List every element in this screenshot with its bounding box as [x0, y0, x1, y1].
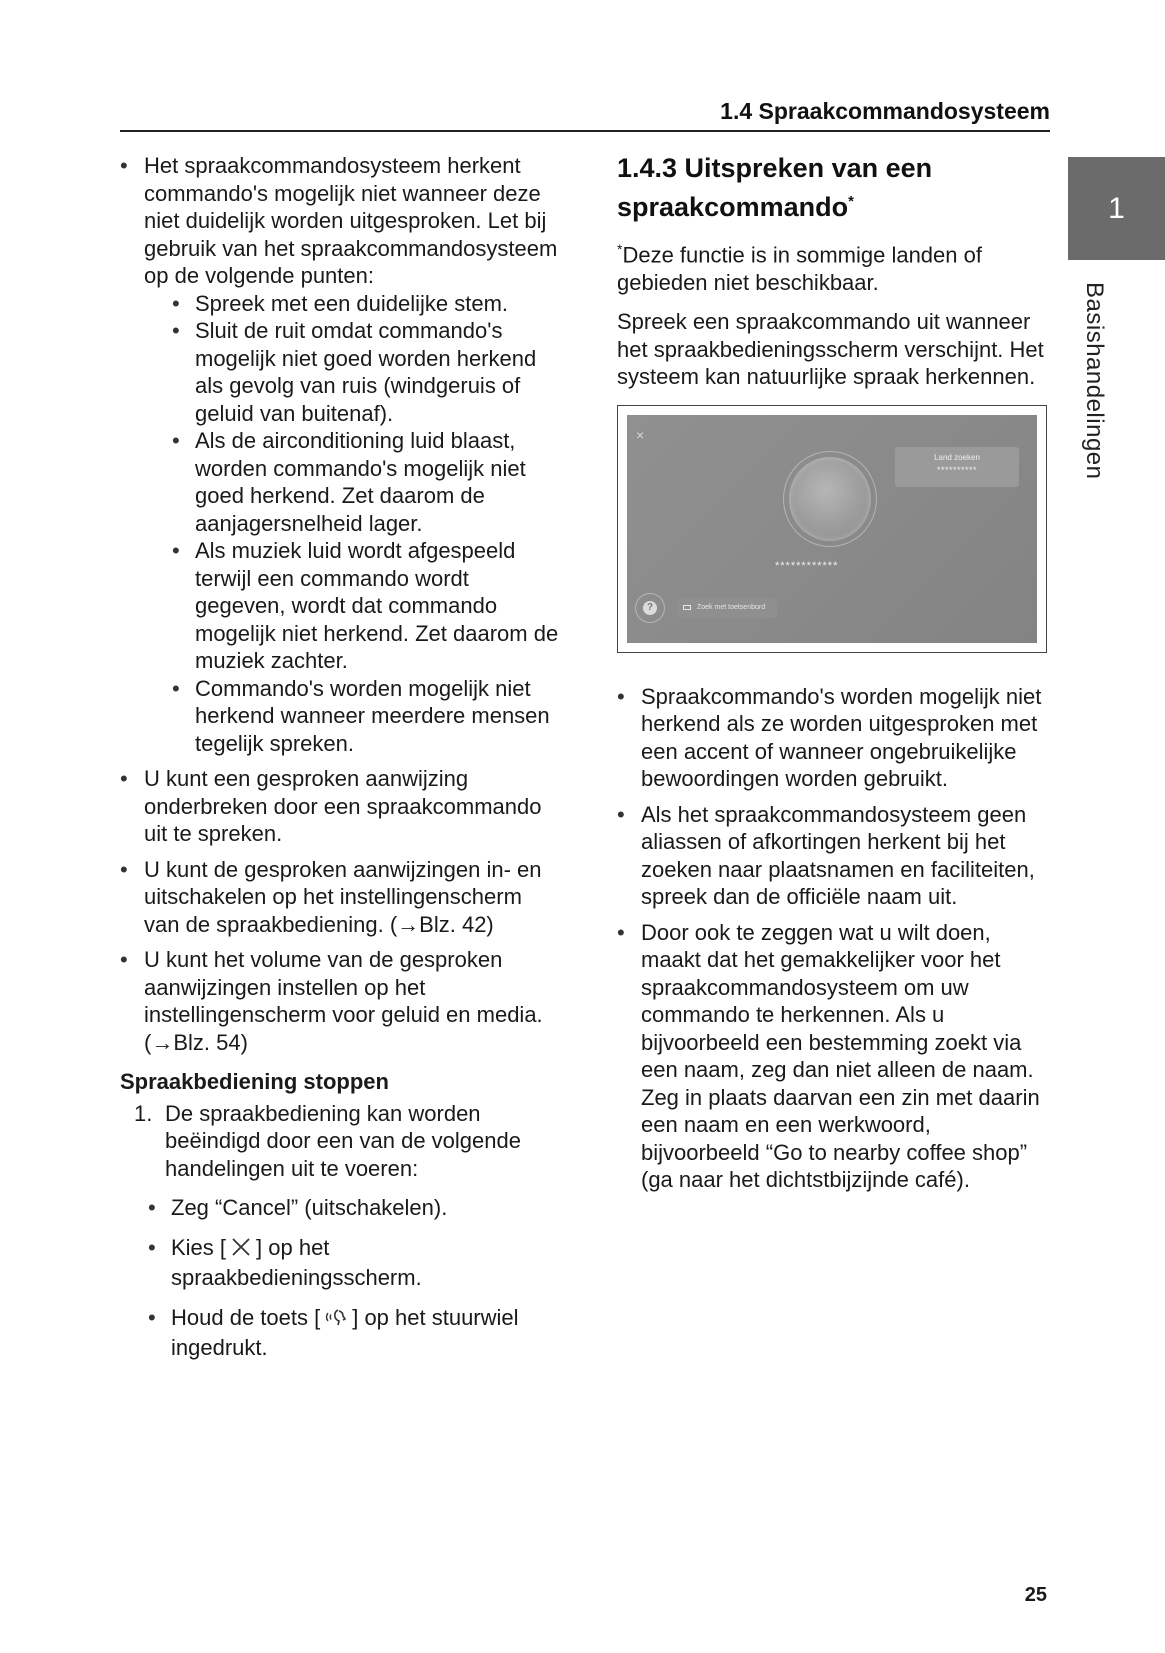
sub-bullet-list [144, 290, 560, 758]
keyboard-icon [683, 605, 691, 610]
help-icon: ? [643, 601, 657, 615]
land-search-label: Land zoeken [934, 452, 980, 462]
close-icon [230, 1236, 252, 1265]
chapter-side-label: Basishandelingen [1081, 282, 1108, 480]
option-text-after: ] op het stuurwiel ingedrukt. [171, 1304, 519, 1360]
list-item: • U kunt een gesproken aanwijzing onderbreken door een spraakcommando uit te spreken. [120, 765, 560, 848]
right-bullet-list [617, 683, 1047, 1194]
keyboard-search-label: Zoek met toetsenbord [697, 604, 766, 612]
sub-list-item: • Als muziek luid wordt afgespeeld terwijl een commando wordt gegeven, wordt dat commando mogelijk niet herkend. Zet daarom de muziek zachter. [144, 537, 560, 675]
stop-option [120, 1304, 560, 1362]
sub-list-item: • Spreek met een duidelijke stem. [144, 290, 560, 318]
step-text: De spraakbediening kan worden beëindigd door een van de volgende handelingen uit te voeren: [165, 1100, 521, 1181]
section-marker: * [848, 193, 854, 210]
spoken-text-placeholder: ************ [775, 559, 839, 572]
chapter-number: 1 [1108, 191, 1125, 225]
left-bullet-list [120, 152, 560, 1056]
header-rule [120, 130, 1050, 132]
right-column [617, 152, 1047, 1202]
screenshot-frame [617, 405, 1047, 653]
list-item: • Spraakcommando's worden mogelijk niet herkend als ze worden uitgesproken met een accent of wanneer ongebruikelijke bewoordingen worden gebruikt. [617, 683, 1047, 793]
screen-close-icon: × [636, 426, 645, 443]
section-title [617, 152, 1047, 224]
section-title-text: 1.4.3 Uitspreken van een spraakcommando [617, 153, 933, 222]
step-number: 1. [134, 1100, 153, 1126]
left-column [120, 152, 560, 1374]
land-search-value: ********** [936, 464, 978, 475]
voice-talk-icon [324, 1306, 348, 1335]
option-text-before: Houd de toets [ [171, 1304, 321, 1330]
stop-option: • Zeg “Cancel” (uitschakelen). [120, 1194, 560, 1222]
list-item [120, 152, 560, 757]
sub-list-item: • Sluit de ruit omdat commando's mogelijk niet goed worden herkend als gevolg van ruis (windgeruis of geluid van buitenaf). [144, 317, 560, 427]
list-item: • U kunt het volume van de gesproken aanwijzingen instellen op het instellingenscherm voor geluid en media. (→Blz. 54) [120, 946, 560, 1056]
land-search-box [895, 447, 1019, 487]
sub-list-item: • Commando's worden mogelijk niet herkend wanneer meerdere mensen tegelijk spreken. [144, 675, 560, 758]
footnote-text: Deze functie is in sommige landen of gebieden niet beschikbaar. [617, 242, 982, 295]
voice-orb [789, 457, 871, 541]
chapter-tab [1068, 157, 1165, 260]
subheading: Spraakbediening stoppen [120, 1069, 389, 1094]
list-item: • Door ook te zeggen wat u wilt doen, maakt dat het gemakkelijker voor het spraakcommandosysteem om uw commando te herkennen. Als u bijvoorbeeld een bestemming zoekt via een naam, zeg dan niet alleen de naam. Zeg in plaats daarvan een zin met daarin een naam en een werkwoord, bijvoorbeeld “Go to nearby coffee shop” (ga naar het dichtstbijzijnde café). [617, 919, 1047, 1194]
help-button [635, 593, 665, 623]
voice-screen-image [627, 415, 1037, 643]
option-text-before: Kies [ [171, 1234, 227, 1260]
list-item: • Als het spraakcommandosysteem geen aliassen of afkortingen herkent bij het zoeken naar plaatsnamen en faciliteiten, spreek dan de officiële naam uit. [617, 801, 1047, 911]
numbered-step [120, 1100, 560, 1183]
sub-list-item: • Als de airconditioning luid blaast, worden commando's mogelijk niet goed herkend. Zet daarom de aanjagersnelheid lager. [144, 427, 560, 537]
stop-option [120, 1234, 560, 1292]
page-number: 25 [1024, 1584, 1047, 1606]
availability-footnote [617, 236, 1047, 296]
list-item: • U kunt de gesproken aanwijzingen in- en uitschakelen op het instellingenscherm van de spraakbediening. (→Blz. 42) [120, 856, 560, 939]
keyboard-search-button [677, 598, 777, 618]
running-header: 1.4 Spraakcommandosysteem [720, 98, 1050, 124]
footnote-marker: * [617, 241, 623, 257]
bullet-text: Het spraakcommandosysteem herkent commando's mogelijk niet wanneer deze niet duidelijk worden uitgesproken. Let bij gebruik van het spraakcommandosysteem op de volgende punten: [144, 153, 558, 288]
option-text-after: ] op het spraakbedieningsscherm. [171, 1234, 422, 1290]
intro-paragraph: Spreek een spraakcommando uit wanneer het spraakbedieningsscherm verschijnt. Het systeem kan natuurlijke spraak herkennen. [617, 309, 1044, 390]
stop-options-list [120, 1194, 560, 1362]
